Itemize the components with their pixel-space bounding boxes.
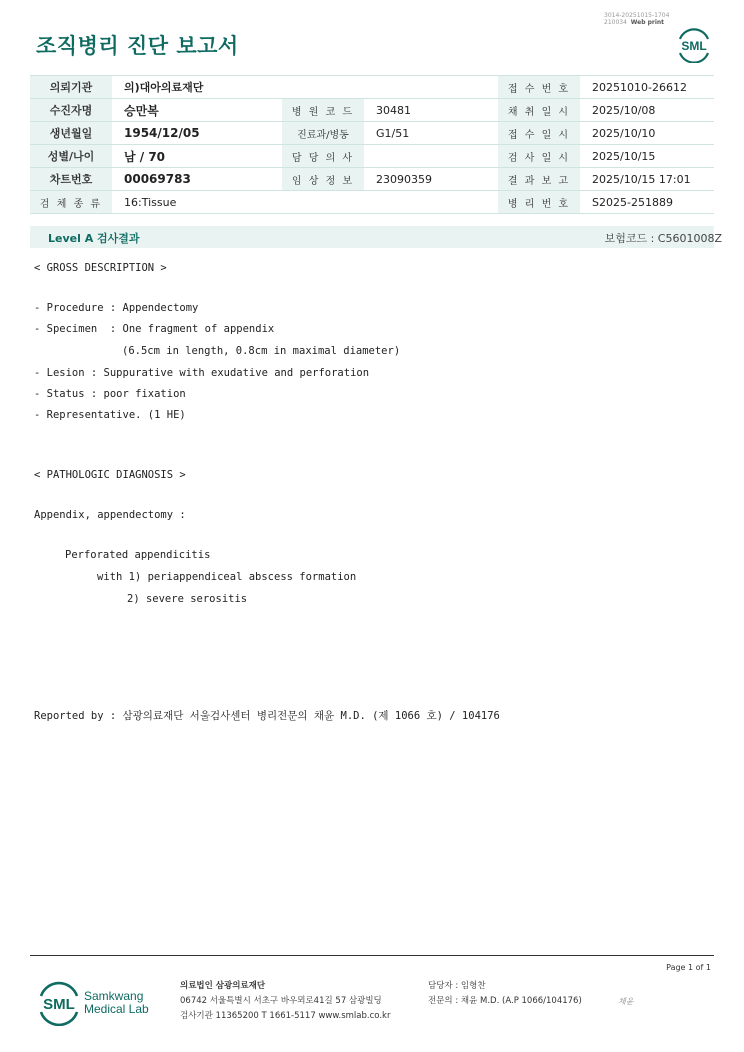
info-row [30,76,714,99]
value-clinical-info: 23090359 [364,168,498,191]
value-chart-number: 00069783 [112,168,282,191]
diagnosis-site: Appendix, appendectomy : [34,509,186,521]
footer-org-name: 의료법인 삼광의료재단 [180,981,266,991]
sml-footer-logo-text: SML [43,996,75,1013]
sml-footer-logo-icon [36,980,82,1026]
diagnosis-detail-1: with 1) periappendiceal abscess formation [97,571,357,583]
footer-staff-block [428,979,582,1009]
signature-text: 채윤 [618,997,634,1006]
representative-line: - Representative. (1 HE) [34,409,186,421]
label-receipt-date: 접 수 일 시 [498,122,580,145]
result-level-title: Level A 검사결과 [48,232,140,245]
label-patient-name: 수진자명 [30,99,112,122]
label-result-report: 결 과 보 고 [498,168,580,191]
patient-info-table [30,75,714,214]
footer-brand [84,990,149,1016]
value-pathology-number: S2025-251889 [580,191,714,214]
sml-logo-text: SML [681,39,707,53]
label-hospital-code: 병 원 코 드 [282,99,364,122]
insurance-code: 보험코드 : C5601008Z [604,232,722,245]
info-row [30,99,714,122]
value-result-report: 2025/10/15 17:01 [580,168,714,191]
label-department-ward: 진료과/병동 [282,122,364,145]
page-number: Page 1 of 1 [666,963,711,972]
label-clinical-info: 임 상 정 보 [282,168,364,191]
specimen-line: - Specimen : One fragment of appendix [34,323,275,335]
value-department-ward: G1/51 [364,122,498,145]
brand-name-line2: Medical Lab [84,1002,149,1016]
pathologic-diagnosis-header: < PATHOLOGIC DIAGNOSIS > [34,469,186,481]
value-receipt-date: 2025/10/10 [580,122,714,145]
label-collection-date: 채 취 일 시 [498,99,580,122]
brand-name-line1: Samkwang [84,989,144,1003]
diagnosis-detail-2: 2) severe serositis [127,593,248,605]
label-physician: 담 당 의 사 [282,145,364,168]
value-physician [364,145,498,168]
info-row [30,145,714,168]
value-hospital-code: 30481 [364,99,498,122]
value-sex-age: 남 / 70 [112,145,282,168]
gross-description-header: < GROSS DESCRIPTION > [34,262,167,274]
info-row [30,122,714,145]
label-birth-date: 생년월일 [30,122,112,145]
footer-contact: 검사기관 11365200 T 1661-5117 www.smlab.co.kr [180,1011,391,1021]
diagnosis-main: Perforated appendicitis [65,549,211,561]
label-accession-number: 접 수 번 호 [498,76,580,99]
lesion-line: - Lesion : Suppurative with exudative and perforation [34,367,370,379]
sml-logo-icon [676,27,712,63]
status-line: - Status : poor fixation [34,388,186,400]
print-stamp-line1: 3014-20251015-1704 [604,12,670,19]
info-row [30,168,714,191]
footer-staff: 담당자 : 임형찬 [428,981,486,991]
value-birth-date: 1954/12/05 [112,122,282,145]
footer-specialist: 전문의 : 채윤 M.D. (A.P 1066/104176) [428,996,582,1006]
label-chart-number: 차트번호 [30,168,112,191]
info-row [30,191,714,214]
procedure-line: - Procedure : Appendectomy [34,302,199,314]
specimen-dimension-line: (6.5cm in length, 0.8cm in maximal diameter) [122,345,401,357]
value-specimen-type: 16:Tissue [112,191,498,214]
signature [618,996,633,1007]
footer-address: 06742 서울특별시 서초구 바우뫼로41길 57 삼광빌딩 [180,996,382,1006]
print-stamp [604,12,669,26]
label-requesting-institution: 의뢰기관 [30,76,112,99]
web-print-label: Web print [630,19,665,26]
print-stamp-id: 210034 [604,19,627,26]
value-accession-number: 20251010-26612 [580,76,714,99]
value-requesting-institution: 의)대아의료재단 [112,76,498,99]
footer-org-block [180,979,390,1024]
footer-divider [30,955,714,956]
value-collection-date: 2025/10/08 [580,99,714,122]
label-sex-age: 성별/나이 [30,145,112,168]
report-title: 조직병리 진단 보고서 [36,34,239,58]
label-test-date: 검 사 일 시 [498,145,580,168]
value-patient-name: 승만복 [112,99,282,122]
label-pathology-number: 병 리 번 호 [498,191,580,214]
value-test-date: 2025/10/15 [580,145,714,168]
label-specimen-type: 검 체 종 류 [30,191,112,214]
reported-by: Reported by : 삼광의료재단 서울검사센터 병리전문의 채윤 M.D. (제 1066 호) / 104176 [34,710,500,722]
